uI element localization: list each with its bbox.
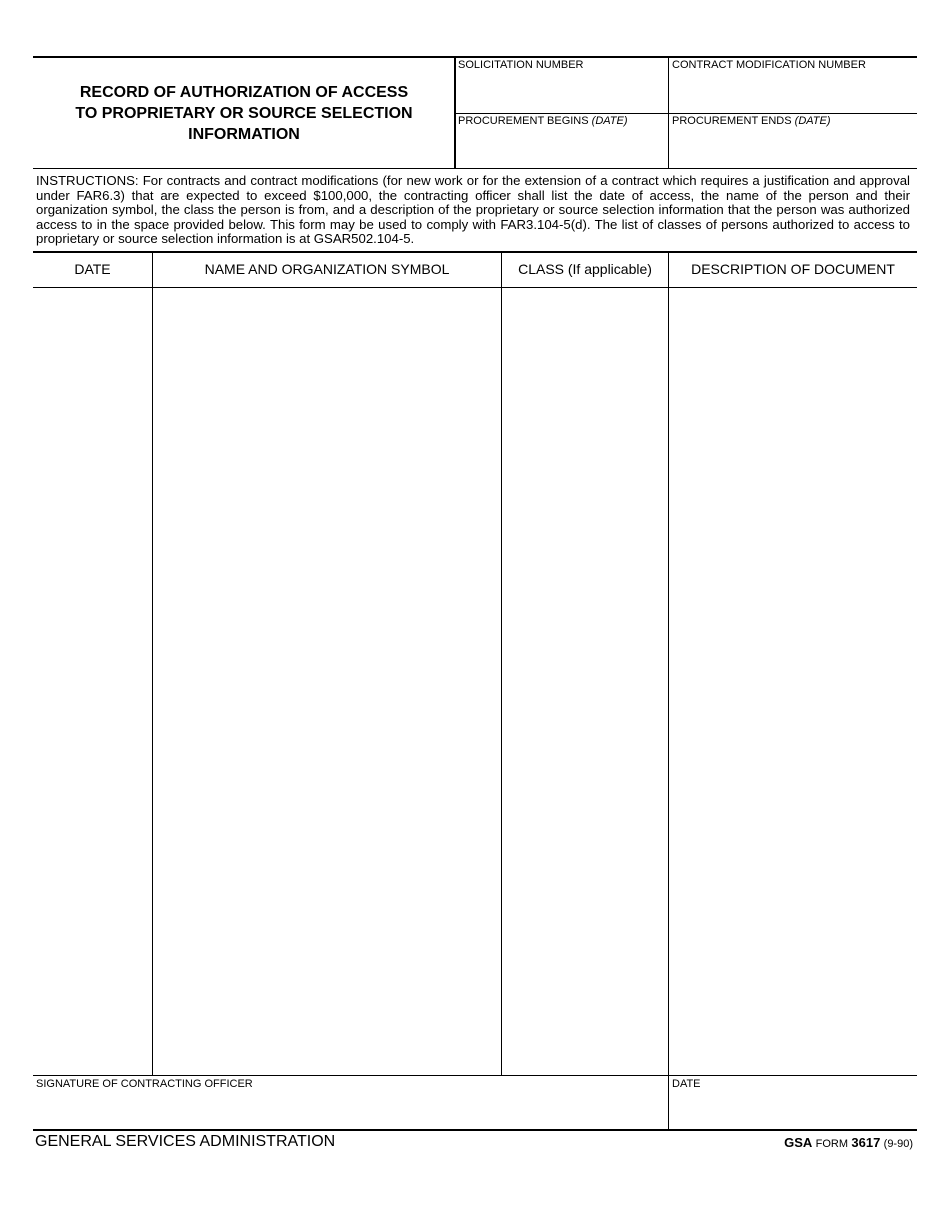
signature-date-field[interactable] (672, 1078, 914, 1128)
procurement-begins-field[interactable] (458, 115, 666, 165)
date-entry-column[interactable] (33, 288, 152, 1075)
signature-label: SIGNATURE OF CONTRACTING OFFICER (36, 1078, 253, 1090)
procurement-begins-label: PROCUREMENT BEGINS (458, 115, 589, 127)
form-title-line-1: RECORD OF AUTHORIZATION OF ACCESS (79, 84, 409, 101)
solicitation-number-label: SOLICITATION NUMBER (458, 59, 584, 71)
instructions-text: INSTRUCTIONS: For contracts and contract modifications (for new work or for the extension of a contract which requires a justification and approval under FAR6.3) that are expected to exceed $100,000, the contracting officer shall list the date of access, the name of the person and their organization symbol, the class the person is from, and a description of the proprietary or source selection information that the person was authorized access to in the space provided below. This form may be used to comply with FAR3.104-5(d). The list of classes of persons authorized to access to proprietary or source selection information is at GSAR502.104-5. (36, 173, 910, 247)
header-bottom-border (33, 168, 917, 169)
signature-date-label: DATE (672, 1078, 701, 1090)
form-revision: (9-90) (883, 1138, 913, 1150)
form-title-line-3: INFORMATION (188, 126, 300, 143)
contract-modification-number-label: CONTRACT MODIFICATION NUMBER (672, 59, 866, 71)
table-bottom-border (33, 1075, 917, 1076)
form-gsa: GSA (784, 1135, 813, 1150)
form-title (36, 82, 452, 145)
signature-bottom-border (33, 1129, 917, 1131)
form-word: FORM (815, 1138, 849, 1150)
procurement-begins-date-hint: (DATE) (591, 115, 628, 127)
column-header-date: DATE (74, 261, 111, 277)
form-number-value: 3617 (851, 1135, 881, 1150)
procurement-ends-label: PROCUREMENT ENDS (672, 115, 792, 127)
class-entry-column[interactable] (502, 288, 668, 1075)
form-number (784, 1135, 913, 1150)
column-header-name-organization: NAME AND ORGANIZATION SYMBOL (204, 261, 450, 277)
procurement-ends-field[interactable] (672, 115, 914, 165)
column-header-description: DESCRIPTION OF DOCUMENT (691, 261, 895, 277)
header-row-divider (456, 113, 917, 114)
procurement-ends-date-hint: (DATE) (794, 115, 831, 127)
description-entry-column[interactable] (669, 288, 917, 1075)
signature-field[interactable] (36, 1078, 666, 1128)
name-organization-entry-column[interactable] (153, 288, 501, 1075)
solicitation-number-field[interactable] (458, 59, 666, 111)
form-title-line-2: TO PROPRIETARY OR SOURCE SELECTION (75, 105, 413, 122)
column-header-class: CLASS (If applicable) (518, 261, 652, 277)
instructions-bottom-border (33, 251, 917, 253)
agency-name: GENERAL SERVICES ADMINISTRATION (35, 1133, 336, 1150)
contract-modification-number-field[interactable] (672, 59, 914, 111)
top-border (33, 56, 917, 58)
